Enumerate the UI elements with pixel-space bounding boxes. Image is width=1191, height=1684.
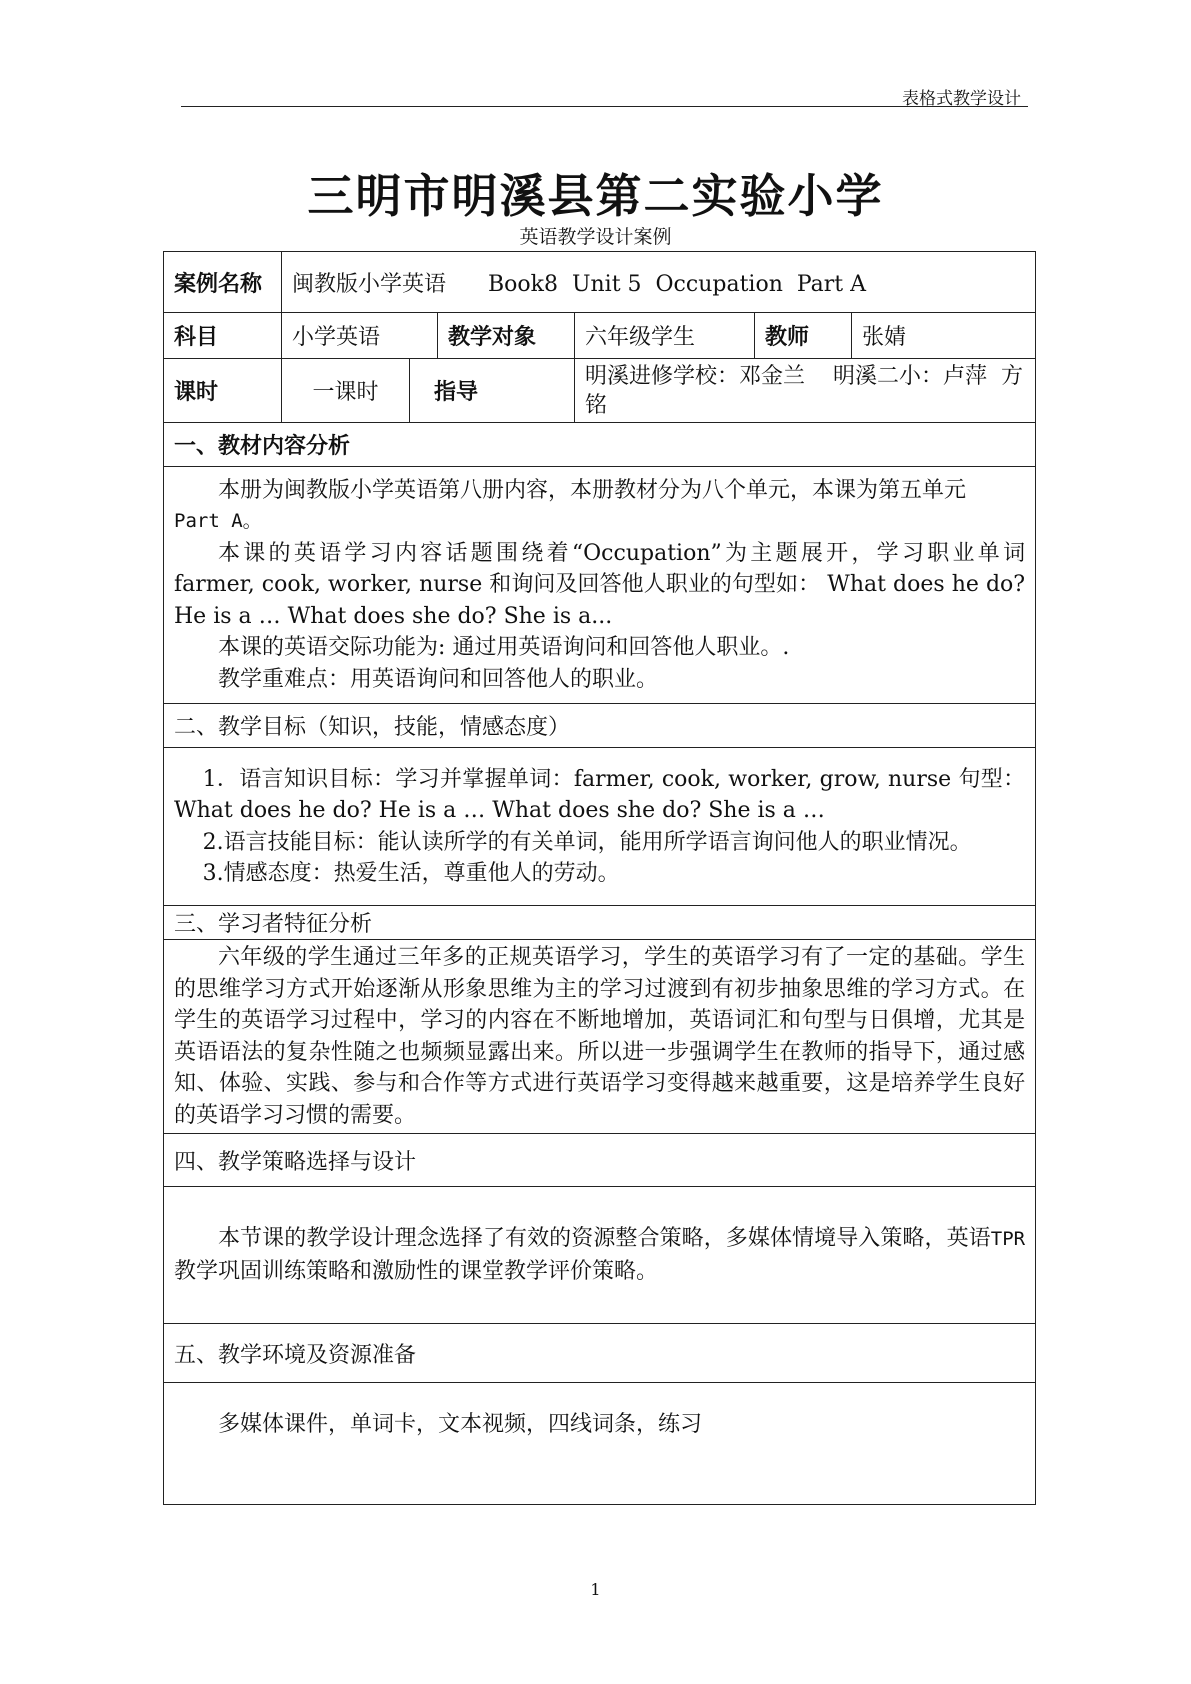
page-number: 1 [590, 1580, 601, 1599]
subject-row [164, 313, 1036, 359]
subject-label: 科目 [164, 313, 282, 359]
section-4-text-a: 本节课的教学设计理念选择了有效的资源整合策略，多媒体情境导入策略，英语 [218, 1226, 991, 1251]
section-2-body [164, 748, 1036, 906]
page-subtitle: 英语教学设计案例 [519, 226, 672, 248]
case-name-value [282, 252, 1036, 313]
section-3-title: 三、学习者特征分析 [164, 906, 1036, 940]
section-2-header-row [164, 704, 1036, 748]
section-1-para-2: 本课的英语学习内容话题围绕着“Occupation”为主题展开，学习职业单词 farmer, cook, worker, nurse 和询问及回答他人职业的句型如： What does he do? He is a … What does she do? She is a... [174, 540, 1026, 629]
section-4-title: 四、教学策略选择与设计 [164, 1134, 1036, 1187]
period-value: 一课时 [282, 359, 410, 423]
section-4-para-1 [174, 1223, 1025, 1287]
section-5-title: 五、教学环境及资源准备 [164, 1324, 1036, 1383]
page-title: 三明市明溪县第二实验小学 [307, 169, 884, 223]
header-note: 表格式教学设计 [902, 89, 1021, 109]
section-2-para-2: 2.语言技能目标：能认读所学的有关单词，能用所学语言询问他人的职业情况。 [202, 829, 972, 855]
section-1-para-4: 教学重难点：用英语询问和回答他人的职业。 [218, 666, 659, 692]
section-3-body [164, 940, 1036, 1134]
section-1-para-1a: 本册为闽教版小学英语第八册内容，本册教材分为八个单元，本课为第五单元 [218, 477, 967, 503]
period-label: 课时 [164, 359, 282, 423]
section-1-body [164, 467, 1036, 704]
teacher-label: 教师 [755, 313, 852, 359]
case-name-en: Book8 Unit 5 Occupation Part A [487, 271, 867, 297]
section-4-body [164, 1187, 1036, 1324]
target-label: 教学对象 [438, 313, 575, 359]
section-5-body-row [164, 1383, 1036, 1505]
section-1-para-1b: Part A。 [174, 510, 262, 533]
section-4-header-row [164, 1134, 1036, 1187]
section-1-header-row [164, 423, 1036, 467]
case-name-cn: 闽教版小学英语 [292, 271, 447, 297]
section-2-para-3: 3.情感态度：热爱生活，尊重他人的劳动。 [202, 861, 620, 886]
section-5-para-1: 多媒体课件，单词卡，文本视频，四线词条，练习 [218, 1412, 703, 1437]
case-name-row [164, 252, 1036, 313]
section-4-text-b: 教学巩固训练策略和激励性的课堂教学评价策略。 [174, 1258, 659, 1284]
subject-value: 小学英语 [282, 313, 438, 359]
lesson-plan-table [163, 251, 1036, 1505]
guide-label: 指导 [410, 359, 575, 423]
section-5-header-row [164, 1324, 1036, 1383]
section-2-para-1: 1．语言知识目标：学习并掌握单词：farmer, cook, worker, grow, nurse 句型：What does he do? He is a … What does she do? She is a … [174, 766, 1026, 823]
section-4-body-row [164, 1187, 1036, 1324]
section-2-title: 二、教学目标（知识，技能，情感态度） [164, 704, 1036, 748]
section-5-body [164, 1383, 1036, 1505]
section-3-header-row [164, 906, 1036, 940]
section-3-body-row [164, 940, 1036, 1134]
target-value: 六年级学生 [575, 313, 755, 359]
section-2-body-row [164, 748, 1036, 906]
header-rule [181, 106, 1028, 107]
guide-value: 明溪进修学校：邓金兰 明溪二小：卢萍 方铭 [575, 359, 1036, 423]
period-row [164, 359, 1036, 423]
section-1-body-row [164, 467, 1036, 704]
case-name-label: 案例名称 [164, 252, 282, 313]
teacher-value: 张婧 [852, 313, 1036, 359]
section-1-title: 一、教材内容分析 [164, 423, 1036, 467]
section-1-para-3: 本课的英语交际功能为: 通过用英语询问和回答他人职业。. [218, 635, 790, 661]
section-4-tpr: TPR [990, 1228, 1026, 1250]
section-3-para-1: 六年级的学生通过三年多的正规英语学习，学生的英语学习有了一定的基础。学生的思维学习方式开始逐渐从形象思维为主的学习过渡到有初步抽象思维的学习方式。在学生的英语学习过程中，学习的内容在不断地增加，英语词汇和句型与日俱增，尤其是英语语法的复杂性随之也频频显露出来。所以进一步强调学生在教师的指导下，通过感知、体验、实践、参与和合作等方式进行英语学习变得越来越重要，这是培养学生良好的英语学习习惯的需要。 [174, 945, 1026, 1128]
